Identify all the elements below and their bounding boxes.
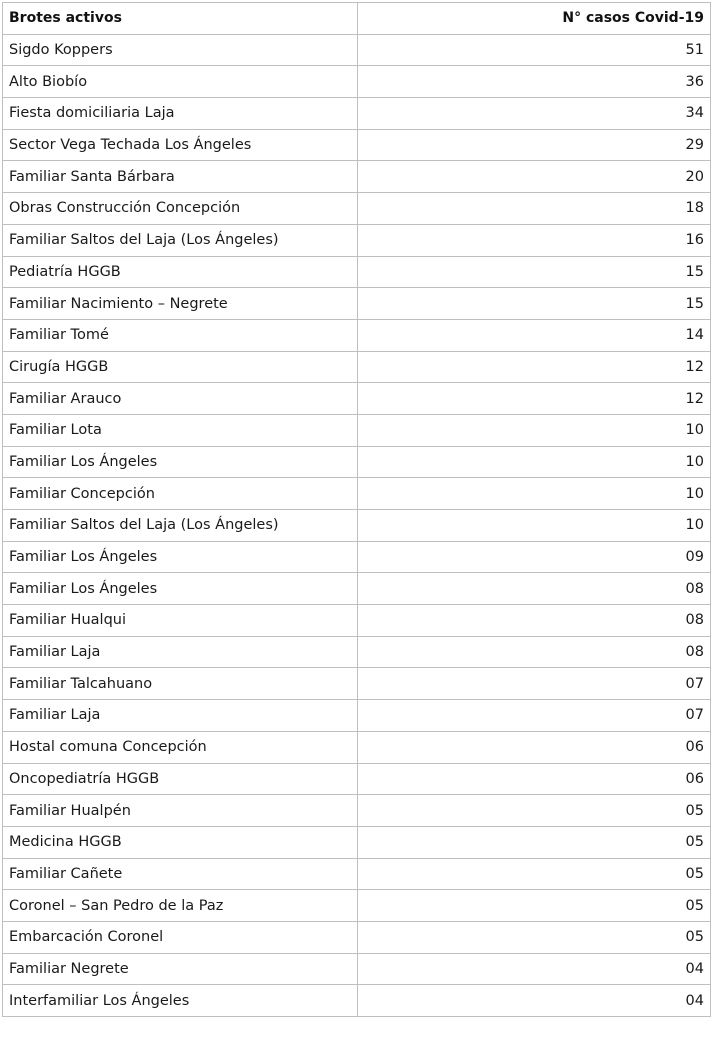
case-count-cell: 10 (358, 478, 711, 510)
case-count-cell: 06 (358, 763, 711, 795)
outbreak-name-cell: Obras Construcción Concepción (3, 193, 358, 225)
case-count-cell: 08 (358, 636, 711, 668)
outbreak-name-cell: Familiar Saltos del Laja (Los Ángeles) (3, 224, 358, 256)
case-count-cell: 05 (358, 795, 711, 827)
outbreak-name-cell: Cirugía HGGB (3, 351, 358, 383)
table-row (3, 636, 711, 668)
table-row (3, 795, 711, 827)
table-row (3, 319, 711, 351)
case-count-cell: 15 (358, 256, 711, 288)
case-count-cell: 05 (358, 921, 711, 953)
outbreak-name-cell: Oncopediatría HGGB (3, 763, 358, 795)
case-count-cell: 14 (358, 319, 711, 351)
table-row (3, 953, 711, 985)
table-row (3, 256, 711, 288)
outbreak-name-cell: Sigdo Koppers (3, 34, 358, 66)
case-count-cell: 36 (358, 66, 711, 98)
outbreak-name-cell: Familiar Saltos del Laja (Los Ángeles) (3, 510, 358, 542)
case-count-cell: 10 (358, 414, 711, 446)
outbreak-name-cell: Hostal comuna Concepción (3, 731, 358, 763)
case-count-cell: 08 (358, 573, 711, 605)
case-count-cell: 34 (358, 98, 711, 130)
case-count-cell: 20 (358, 161, 711, 193)
outbreak-name-cell: Familiar Nacimiento – Negrete (3, 288, 358, 320)
table-row (3, 541, 711, 573)
outbreak-name-cell: Interfamiliar Los Ángeles (3, 985, 358, 1017)
table-row (3, 161, 711, 193)
outbreak-name-cell: Familiar Talcahuano (3, 668, 358, 700)
outbreak-name-cell: Alto Biobío (3, 66, 358, 98)
table-row (3, 731, 711, 763)
table-row (3, 414, 711, 446)
outbreak-name-cell: Familiar Tomé (3, 319, 358, 351)
table-body (3, 34, 711, 1016)
outbreak-name-cell: Familiar Hualqui (3, 605, 358, 637)
outbreak-table-container (2, 2, 710, 1017)
outbreak-name-cell: Familiar Concepción (3, 478, 358, 510)
table-row (3, 985, 711, 1017)
outbreak-name-cell: Sector Vega Techada Los Ángeles (3, 129, 358, 161)
header-casos-covid: N° casos Covid-19 (358, 3, 711, 35)
outbreak-name-cell: Familiar Los Ángeles (3, 573, 358, 605)
outbreak-name-cell: Familiar Arauco (3, 383, 358, 415)
case-count-cell: 05 (358, 858, 711, 890)
table-row (3, 605, 711, 637)
case-count-cell: 16 (358, 224, 711, 256)
case-count-cell: 05 (358, 890, 711, 922)
outbreak-name-cell: Familiar Laja (3, 700, 358, 732)
case-count-cell: 04 (358, 985, 711, 1017)
case-count-cell: 51 (358, 34, 711, 66)
outbreak-name-cell: Familiar Cañete (3, 858, 358, 890)
case-count-cell: 08 (358, 605, 711, 637)
table-row (3, 858, 711, 890)
table-row (3, 573, 711, 605)
outbreak-name-cell: Fiesta domiciliaria Laja (3, 98, 358, 130)
outbreak-name-cell: Embarcación Coronel (3, 921, 358, 953)
outbreak-name-cell: Familiar Negrete (3, 953, 358, 985)
outbreak-name-cell: Familiar Santa Bárbara (3, 161, 358, 193)
outbreak-name-cell: Familiar Los Ángeles (3, 541, 358, 573)
outbreak-name-cell: Medicina HGGB (3, 826, 358, 858)
outbreak-name-cell: Familiar Lota (3, 414, 358, 446)
table-row (3, 34, 711, 66)
outbreak-table (2, 2, 711, 1017)
case-count-cell: 09 (358, 541, 711, 573)
table-row (3, 668, 711, 700)
case-count-cell: 10 (358, 446, 711, 478)
table-row (3, 66, 711, 98)
case-count-cell: 18 (358, 193, 711, 225)
case-count-cell: 12 (358, 383, 711, 415)
case-count-cell: 29 (358, 129, 711, 161)
table-row (3, 510, 711, 542)
case-count-cell: 04 (358, 953, 711, 985)
table-row (3, 288, 711, 320)
case-count-cell: 10 (358, 510, 711, 542)
table-row (3, 193, 711, 225)
table-row (3, 478, 711, 510)
table-row (3, 921, 711, 953)
table-header-row (3, 3, 711, 35)
header-brotes-activos: Brotes activos (3, 3, 358, 35)
table-row (3, 351, 711, 383)
table-row (3, 890, 711, 922)
table-row (3, 700, 711, 732)
table-row (3, 826, 711, 858)
case-count-cell: 15 (358, 288, 711, 320)
outbreak-name-cell: Pediatría HGGB (3, 256, 358, 288)
case-count-cell: 06 (358, 731, 711, 763)
case-count-cell: 07 (358, 668, 711, 700)
table-row (3, 98, 711, 130)
table-row (3, 446, 711, 478)
case-count-cell: 12 (358, 351, 711, 383)
outbreak-name-cell: Coronel – San Pedro de la Paz (3, 890, 358, 922)
outbreak-name-cell: Familiar Laja (3, 636, 358, 668)
outbreak-name-cell: Familiar Hualpén (3, 795, 358, 827)
table-row (3, 763, 711, 795)
table-row (3, 129, 711, 161)
case-count-cell: 05 (358, 826, 711, 858)
outbreak-name-cell: Familiar Los Ángeles (3, 446, 358, 478)
table-row (3, 224, 711, 256)
table-row (3, 383, 711, 415)
case-count-cell: 07 (358, 700, 711, 732)
